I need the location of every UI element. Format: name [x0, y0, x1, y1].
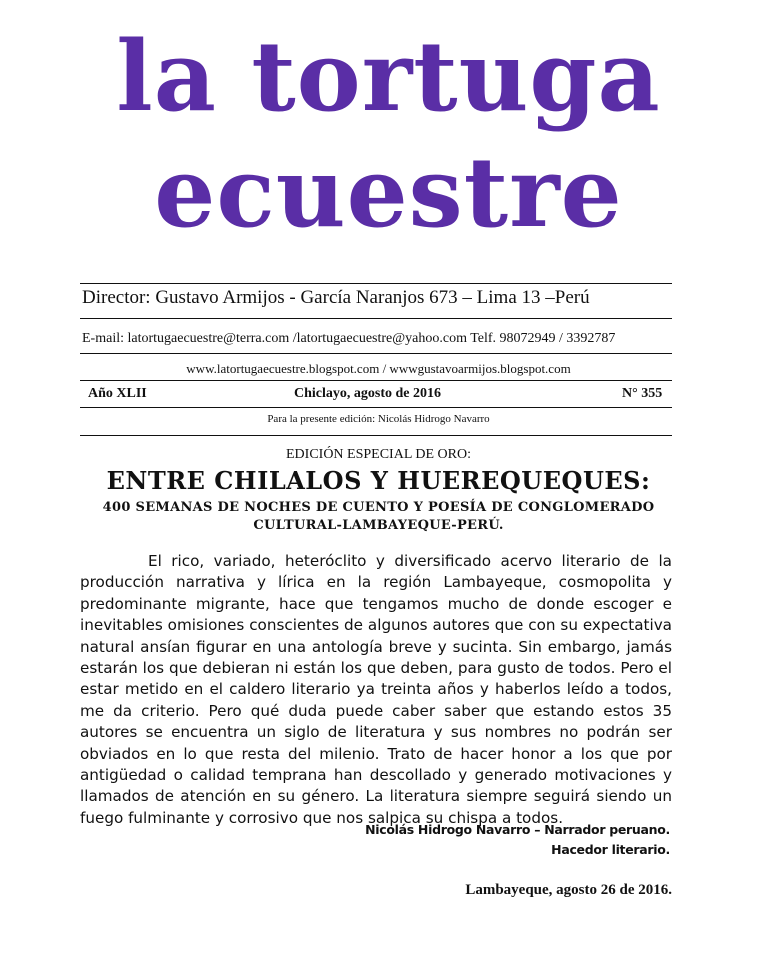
- dateline: Lambayeque, agosto 26 de 2016.: [465, 882, 672, 898]
- divider: [80, 407, 672, 408]
- issue-number: N° 355: [622, 386, 663, 401]
- divider: [80, 380, 672, 381]
- issue-year: Año XLII: [88, 386, 147, 401]
- editor-note: Para la presente edición: Nicolás Hidrogo Navarro: [267, 413, 490, 425]
- author-signature: Nicolás Hidrogo Navarro – Narrador peruano.: [365, 822, 670, 837]
- divider: [80, 283, 672, 284]
- article-body: El rico, variado, heteróclito y diversificado acervo literario de la producción narrativa y lírica en la región Lambayeque, cosmopolita y predominante migrante, hace que tengamos mucho de donde escoger e inevitables omisiones conscientes de algunos autores que con su expectativa natural ansían figurar en una antología breve y sucinta. Sin embargo, jamás estarán los que debieran ni están los que deben, para gusto de todos. Pero el estar metido en el caldero literario ya treinta años y haberlos leído a todos, me da criterio. Pero qué duda puede caber saber que estando estos 35 autores se encuentra un siglo de literatura y sus nombres no podrán ser obviados en lo que resta del milenio. Trato de hacer honor a los que por antigüedad o calidad temprana han descollado y generado motivaciones y llamados de atención en su género. La literatura siempre seguirá siendo un fuego fulminante y corrosivo que nos salpica su chispa a todos.: [80, 552, 672, 827]
- divider: [80, 435, 672, 436]
- contact-email-phone-line: E-mail: latortugaecuestre@terra.com /latortugaecuestre@yahoo.com Telf. 98072949 / 3392787: [82, 331, 616, 346]
- article-headline: ENTRE CHILALOS Y HUEREQUEQUES:: [106, 466, 651, 495]
- special-edition-label: EDICIÓN ESPECIAL DE ORO:: [286, 447, 471, 462]
- website-links-line: www.latortugaecuestre.blogspot.com / wwwgustavoarmijos.blogspot.com: [186, 361, 571, 376]
- article-subhead-line1: 400 SEMANAS DE NOCHES DE CUENTO Y POESÍA DE CONGLOMERADO: [102, 500, 655, 515]
- author-role: Hacedor literario.: [551, 842, 670, 857]
- divider: [80, 353, 672, 354]
- masthead-title-line2: ecuestre: [154, 136, 623, 249]
- article-subhead-line2: CULTURAL-LAMBAYEQUE-PERÚ.: [253, 518, 504, 533]
- director-address-line: Director: Gustavo Armijos - García Naranjos 673 – Lima 13 –Perú: [82, 287, 590, 308]
- masthead-title-line1: la tortuga: [116, 20, 661, 133]
- issue-place-date: Chiclayo, agosto de 2016: [294, 386, 441, 401]
- divider: [80, 318, 672, 319]
